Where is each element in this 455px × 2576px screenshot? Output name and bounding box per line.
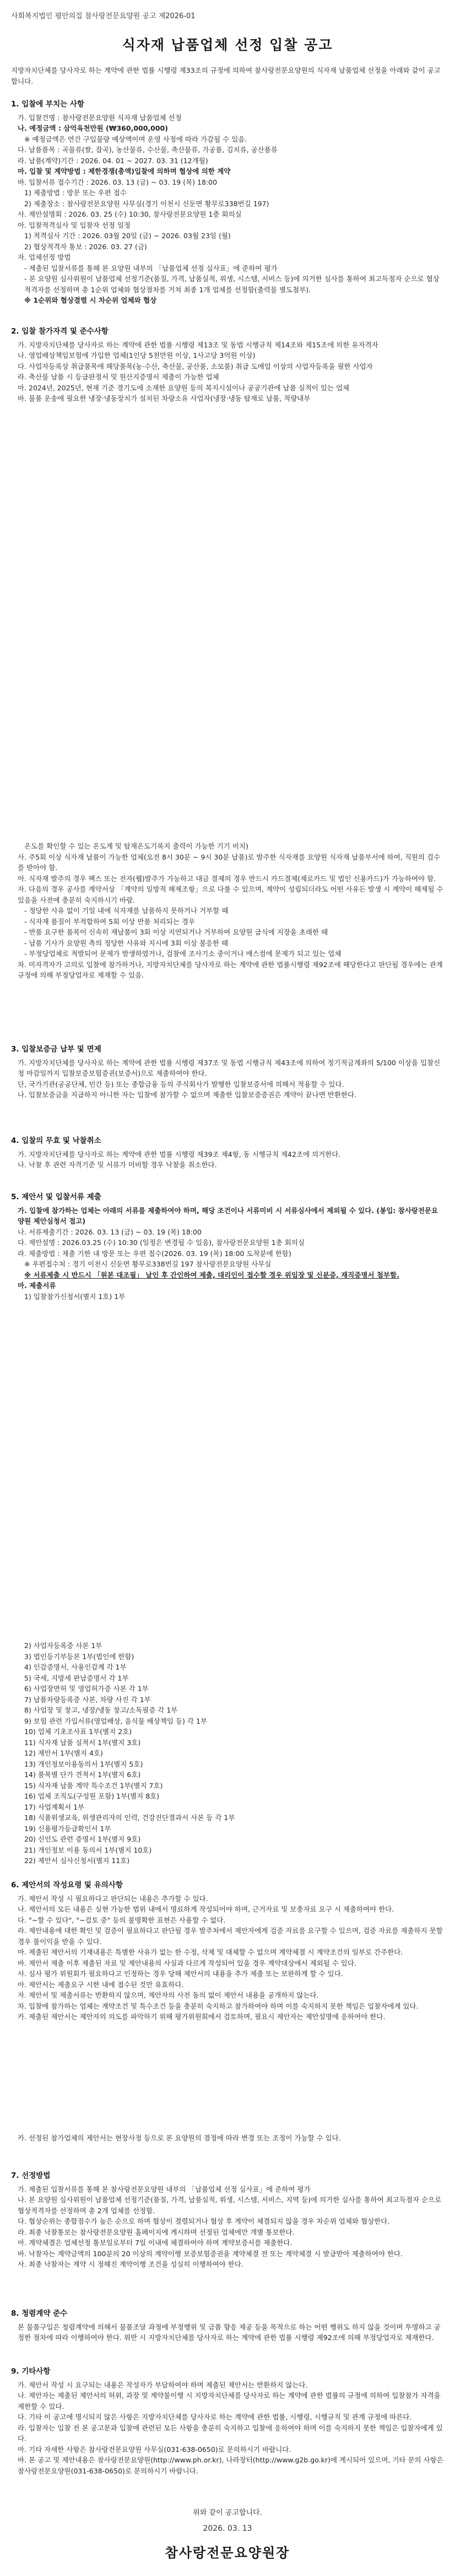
s2b-line: - 반품 요구한 품목이 신속히 재납품이 3회 이상 지연되거나 거부하여 요양원 급식에 지장을 초래한 때 — [24, 928, 328, 936]
s1-line: 사. 제안설명회 : 2026. 03. 25 (수) 10:30, 참사랑전문요양원 1층 회의실 — [18, 210, 242, 218]
s5b-line: 18) 식품위생교육, 위생관리자의 인력, 건강진단결과서 사본 등 각 1부 — [24, 1813, 235, 1822]
s5b-line: 12) 제안서 1부(별지 4호) — [24, 1749, 103, 1757]
s5b-line: 15) 식자재 납품 계약 특수조건 1부(별지 7호) — [24, 1781, 163, 1790]
section-5 — [11, 1191, 444, 1302]
s5b-line: 20) 신인도 관련 증명서 1부(별지 9호) — [24, 1835, 141, 1843]
s4-line: 나. 낙찰 후 관련 자격기준 및 서류가 미비할 경우 낙찰을 취소한다. — [18, 1161, 217, 1169]
s2-line: 나. 영업배상책임보험에 가입한 업체(1인당 5천만원 이상, 1사고당 3억원 이상) — [18, 351, 256, 359]
s5b-line: 11) 식자재 납품 실적서 1부(별지 3호) — [24, 1738, 141, 1747]
s2-line: 바. 물품 운송에 필요한 냉장·냉동장치가 설치된 차량소유 사업자(냉장·냉동 탑재로 납품, 적량내부 — [18, 394, 311, 402]
section-1-heading: 1. 입찰에 부치는 사항 — [11, 100, 84, 109]
section-8 — [11, 2307, 444, 2343]
s8-line: 본 물품구입은 청렴계약에 의해서 물품조달 과정에 부정행위 및 금품 향응 제공 등을 목적으로 하는 어떤 행위도 하지 않을 것이며 투명하고 공정한 절차에 따라 이행하여야 한다. 위반 시 지방자치단체를 당사자로 하는 계약에 관한 법률 시행령 제92조에 의해 부정당업자로 제재한다. — [18, 2322, 441, 2342]
s7-line: 마. 계약체결은 업체선정 통보일로부터 7일 이내에 체결하여야 하며 계약보증서를 제출한다. — [18, 2239, 292, 2247]
s1-line: ※ 1순위와 협상결렬 시 차순위 업체와 협상 — [24, 296, 157, 304]
s6-line: 마. 제출된 제안서의 기재내용은 특별한 사유가 없는 한 수정, 삭제 및 대체할 수 없으며 계약체결 시 계약조건의 일부로 간주한다. — [18, 1948, 403, 1956]
s5b-line: 9) 보험 관련 가입서류(영업배상, 음식물 배상책임 등) 각 1부 — [24, 1716, 207, 1725]
s5b-line: 14) 품목별 단가 견적서 1부(별지 6호) — [24, 1770, 141, 1779]
s6-line: 가. 제안서 작성 시 필요하다고 판단되는 내용은 추가할 수 있다. — [18, 1894, 208, 1903]
s7-line: 나. 본 요양원 심사위원이 납품업체 선정기준(품질, 가격, 납품실적, 위생, 시스템, 서비스, 지역 등)에 의거한 심사를 통하여 최고득점자 순으로 협상적격자를 선정하며 총 2개 업체를 선정함. — [18, 2196, 442, 2215]
s2-line: 라. 축산물 납품 시 등급판정서 및 원산지증명서 제출이 가능한 업체 — [18, 373, 219, 381]
s1-line: - 제출된 입찰서류를 통해 본 요양원 내부의 「납품업체 선정 심사표」에 준하여 평가 — [24, 264, 278, 272]
s1-line: 다. 납품품목 : 곡물류(쌀, 잡곡), 농산물류, 수산물, 축산물류, 가공품, 김치류, 공산품류 — [18, 146, 278, 154]
s2b-line: 아. 식자재 발주의 경우 팩스 또는 전자(웹)발주가 가능하고 대금 결제의 경우 반드시 카드결제(제로카드 및 법인 신용카드)가 가능하여야 함. — [18, 874, 436, 883]
section-7-heading: 7. 선정방법 — [11, 2171, 51, 2180]
s2-line: 가. 지방자치단체를 당사자로 하는 계약에 관한 법률 시행령 제13조 및 동법 시행규칙 제14조와 제15조에 의한 유자격자 — [18, 340, 378, 349]
s6-line: 사. 심사 평가 위원회가 필요하다고 인정하는 경우 당해 제안서의 내용을 추가 제출 또는 보완하게 할 수 있다. — [18, 1969, 343, 1978]
s6-line: 나. 제안서의 모든 내용은 실현 가능한 범위 내에서 명료하게 작성되어야 하며, 근거자료 및 보충자료 요구 시 제출하여야 한다. — [18, 1905, 394, 1913]
section-6-heading: 6. 제안서의 작성요령 및 유의사항 — [11, 1881, 123, 1890]
section-9 — [11, 2365, 444, 2476]
s9-line: 가. 제안서 작성 시 요구되는 내용은 작성자가 부담하여야 하며 제출된 제안서는 반환하지 않는다. — [18, 2380, 308, 2389]
closing-statement: 위와 같이 공고합니다. — [193, 2509, 262, 2517]
section-5-continued — [11, 1640, 444, 1866]
s7-line: 라. 최종 낙찰통보는 참사랑전문요양원 홈페이지에 게시하며 선정된 업체에만 개별 통보한다. — [18, 2228, 295, 2236]
s9-line: 라. 입찰자는 입찰 전 본 공고문과 입찰에 관련된 모든 사항을 충분히 숙지하고 입찰에 응하여야 하며 이를 숙지하지 못한 책임은 입찰자에게 있다. — [18, 2423, 443, 2443]
s5-line: 나. 서류제출기간 : 2026. 03. 13 (금) ~ 03. 19 (목) 18:00 — [18, 1227, 202, 1236]
s2b-line: 온도를 확인할 수 있는 온도계 및 탑재온도기록지 출력이 가능한 기기 비치) — [24, 842, 248, 850]
s5-line: ※ 우편접수처 : 경기 이천시 신둔면 황무로338번길 197 참사랑전문요양원 사무실 — [24, 1260, 272, 1268]
s1-line: 2) 제출장소 : 참사랑전문요양원 사무실(경기 이천시 신둔면 황무로338번길 197) — [24, 199, 269, 208]
s1-line: 마. 입찰 및 계약방법 : 제한경쟁(총액)입찰에 의하며 협상에 의한 계약 — [18, 167, 231, 175]
s2b-line: - 정당한 사유 없이 기일 내에 식자재를 납품하지 못하거나 거부할 때 — [24, 906, 229, 915]
section-9-heading: 9. 기타사항 — [11, 2367, 51, 2376]
section-3-heading: 3. 입찰보증금 납부 및 면제 — [11, 1045, 101, 1054]
s6-line: 라. 제안내용에 대한 확인 및 검증이 필요하다고 판단될 경우 발주처에서 제안자에게 검증 자료를 요구할 수 있으며, 검증 자료를 제출하지 못할 경우 불이익을 받을 수 있다. — [18, 1926, 443, 1946]
s1-line: 가. 입찰건명 : 참사랑전문요양원 식자재 납품업체 선정 — [18, 113, 182, 122]
s6-line: 차. 입찰에 참가하는 업체는 계약조건 및 특수조건 등을 충분히 숙지하고 참가하여야 하며 이를 숙지하지 못한 책임은 입찰자에게 있다. — [18, 2001, 419, 2010]
s1-line: 바. 입찰서류 접수기간 : 2026. 03. 13 (금) ~ 03. 19 (목) 18:00 — [18, 178, 218, 186]
s5b-line: 4) 인감증명서, 사용인감계 각 1부 — [24, 1663, 127, 1671]
s6-line: 자. 제안서 및 제출서류는 반환하지 않으며, 제안자의 사전 동의 없이 제안서 내용을 공개하지 않는다. — [18, 1991, 319, 1999]
s2b-line: 사. 주5회 이상 식자재 납품이 가능한 업체(오전 8시 30분 ~ 9시 30분 납품)로 발주한 식자재를 요양원 식자재 납품부서에 하여, 직원의 검수를 받아야 함. — [18, 852, 441, 872]
page-break-space — [0, 551, 455, 835]
s5b-line: 16) 업체 조직도(구성원 포함) 1부(별지 8호) — [24, 1792, 160, 1800]
section-4-heading: 4. 입찰의 무효 및 낙찰취소 — [11, 1136, 101, 1145]
page-title: 식자재 납품업체 선정 입찰 공고 — [122, 37, 333, 53]
s9-line: 마. 기타 자세한 사항은 참사랑전문요양원 사무실(031-638-0650)로 문의하시기 바랍니다. — [18, 2445, 291, 2454]
section-6 — [11, 1879, 444, 2022]
s9-line: 다. 기타 이 공고에 명시되지 않은 사항은 지방자치단체를 당사자로 하는 계약에 관한 법률, 시행령, 시행규칙 및 관계 규정에 따른다. — [18, 2413, 412, 2421]
s9-line: 바. 본 공고 및 제안내용은 참사랑전문요양원(http://www.ph.or.kr), 나라장터(http://www.g2b.go.kr)에 게시되어 있으며, 기타 문의 사항은 참사랑전문요양원(031-638-0650)로 문의하시기 바랍니다. — [18, 2456, 443, 2475]
s7-line: 사. 최종 낙찰자는 계약 시 정해진 계약이행 조건을 성실히 이행하여야 한다. — [18, 2260, 243, 2268]
s1-line: 2) 협상적격자 통보 : 2026. 03. 27 (금) — [24, 242, 147, 251]
s2-line: 다. 사업자등록상 취급품목에 해당품목(농·수산, 축산물, 공산품, 소모품) 취급 도매업 이상의 사업자등록을 필한 사업자 — [18, 362, 373, 371]
s7-line: 다. 협상순위는 종합점수가 높은 순으로 하며 협상이 결렬되거나 협상 후 계약이 체결되지 않을 경우 차순위 업체와 협상한다. — [18, 2217, 390, 2225]
section-5-heading: 5. 제안서 및 입찰서류 제출 — [11, 1193, 101, 1201]
s5b-line: 5) 국세, 지방세 완납증명서 각 1부 — [24, 1673, 129, 1682]
s2b-line: - 납품 기사가 요양원 측의 정당한 사유와 지시에 3회 이상 불응한 때 — [24, 938, 229, 947]
intro-paragraph: 지방자치단체를 당사자로 하는 계약에 관한 법률 시행령 제33조의 규정에 의하여 참사랑전문요양원의 식자재 납품업체 선정을 아래와 같이 공고합니다. — [11, 66, 441, 85]
s5b-line: 3) 법인등기부등본 1부(법인에 한함) — [24, 1652, 134, 1661]
s1-line: 자. 업체선정 방법 — [18, 253, 71, 261]
page-break-space — [0, 1334, 455, 1635]
s9-line: 나. 제안자는 제출된 제안서의 허위, 과장 및 계약불이행 시 지방자치단체를 당사자로 하는 계약에 관한 법률의 규정에 의하여 입찰참가 자격을 제한할 수 있다. — [18, 2391, 441, 2411]
notice-number: 사회복지법인 평안의집 참사랑전문요양원 공고 제2026-01 — [11, 12, 196, 20]
section-2 — [11, 325, 444, 404]
section-2-heading: 2. 입찰 참가자격 및 준수사항 — [11, 327, 109, 336]
s2b-line: 자. 다음의 경우 공사를 계약서상 「계약의 일방적 해제조항」으로 다룰 수 있으며, 계약이 성립되더라도 어떤 사유든 발생 시 계약이 해제될 수 있음을 사전에 충분히 숙지하시기 바람. — [18, 885, 443, 904]
section-2-continued — [11, 841, 444, 981]
s1-line: 1) 제출방법 : 방문 또는 우편 접수 — [24, 189, 127, 197]
section-3 — [11, 1043, 444, 1101]
s5b-line: 10) 업체 기초조사표 1부(별지 2호) — [24, 1727, 132, 1736]
s2b-line: - 부정당업체로 적발되어 문제가 발생하였거나, 검찰에 조사기소 중이거나 매스컴에 문제가 되고 있는 업체 — [24, 949, 342, 958]
s1-line: 라. 납품(계약)기간 : 2026. 04. 01 ~ 2027. 03. 31 (12개월) — [18, 156, 208, 165]
section-8-heading: 8. 청렴계약 준수 — [11, 2309, 68, 2318]
s2b-line: - 식자재 품질이 부적합하여 5회 이상 반품 처리되는 경우 — [24, 917, 195, 926]
s2b-line: 차. 미자격자가 고의로 입찰에 참가하거나, 지방자치단체를 당사자로 하는 계약에 관한 법률시행령 제92조에 해당한다고 판단될 경우에는 관계규정에 의해 부정당업자로 제재할 수 있음. — [18, 960, 443, 979]
s1-line: 나. 예정금액 : 삼억육천만원 (₩360,000,000) — [18, 124, 168, 132]
s1-line: 아. 입찰적격심사 및 입찰자 선정 일정 — [18, 221, 131, 229]
s4-line: 가. 지방자치단체를 당사자로 하는 계약에 관한 법률 시행령 제39조 제4항, 동 시행규칙 제42조에 의거한다. — [18, 1150, 341, 1158]
section-6-continued — [11, 2133, 444, 2144]
s5b-line: 6) 사업장면허 및 영업허가증 사본 각 1부 — [24, 1684, 149, 1693]
s1-line: - 본 요양원 심사위원이 납품업체 선정기준(품질, 가격, 납품실적, 위생, 시스템, 서비스 등)에 의거한 심사를 통하여 최고득점자 순으로 협상적격자를 선정하며 총 1순위 업체와 협상절차를 거쳐 최종 1개 업체를 선정함(출력물 별도첨부). — [24, 275, 440, 294]
issuer-name: 참사랑전문요양원장 — [165, 2545, 290, 2561]
s5-line: 라. 제출방법 : 제출 기한 내 방문 또는 우편 접수(2026. 03. 19 (목) 18:00 도착분에 한함) — [18, 1249, 291, 1258]
s5-line: 가. 입찰에 참가하는 업체는 아래의 서류를 제출하여야 하며, 해당 조건이나 서류미비 시 서류심사에서 제외될 수 있다. (봉입: 참사랑전문요양원 제안심청서 접고) — [18, 1206, 438, 1225]
section-7 — [11, 2170, 444, 2270]
s6-line: 바. 제안서 제출 이후 제출된 자료 및 제안내용의 사실과 다르게 작성되어 있을 경우 계약대상에서 제외될 수 있다. — [18, 1958, 356, 1967]
s7-line: 바. 낙찰자는 계약금액의 100분의 20 이상의 계약이행 보증보험증권을 계약체결 전 또는 계약체결 시 발급받아 제출하여야 한다. — [18, 2249, 403, 2258]
s3-line: 가. 지방자치단체를 당사자로 하는 계약에 관한 법률 시행령 제37조 및 동법 시행규칙 제43조에 의하여 정기적금계좌의 5/100 이상을 입찰신청 마감일까지 입찰보증보험증권(보증서)으로 제출하여야 한다. — [18, 1058, 441, 1077]
s5b-line: 2) 사업자등록증 사본 1부 — [24, 1641, 102, 1650]
s5b-line: 22) 제안서 심사신청서(별지 11호) — [24, 1856, 130, 1865]
s5-line: ※ 서류제출 시 반드시 「원본 대조필」 날인 후 간인하여 제출, 대리인이 접수할 경우 위임장 및 신분증, 재직증명서 첨부할. — [24, 1270, 399, 1279]
s5-line: 마. 제출서류 — [18, 1281, 56, 1290]
section-1 — [11, 98, 444, 306]
section-4 — [11, 1135, 444, 1171]
s3-line: 단, 국가기관(공공단체, 민간 등) 또는 종합금융 등의 주식회사가 발행한 입찰보증서에 의해서 적용할 수 있다. — [18, 1080, 344, 1088]
s5b-line: 13) 개인정보이용동의서 1부(별지 5호) — [24, 1759, 143, 1768]
notice-date: 2026. 03. 13 — [203, 2524, 252, 2533]
s1-line: 1) 적격심사 기간 : 2026. 03월 20일 (금) ~ 2026. 03월 23일 (월) — [24, 232, 231, 240]
s5-line: 1) 입찰참가신청서(별지 1호) 1부 — [24, 1292, 126, 1301]
s2-line: 마. 2024년, 2025년, 현재 기준 경기도에 소재한 요양원 등의 복지시설이나 공공기관에 납품 실적이 있는 업체 — [18, 383, 350, 392]
s5-line: 다. 제안설명 : 2026.03.25 (수) 10:30 (일정은 변경될 수 있음), 참사랑전문요양원 1층 회의실 — [18, 1238, 305, 1247]
s5b-line: 7) 납품차량등록증 사본, 차량 사진 각 1부 — [24, 1695, 151, 1704]
s6b-line: 카. 선정된 참가업체의 제안서는 현장사정 등으로 본 요양원의 결정에 따라 변경 또는 조정이 가능할 수 있다. — [18, 2134, 341, 2142]
s6-line: 아. 제안서는 제출요구 시한 내에 접수된 것만 유효하다. — [18, 1980, 184, 1989]
s5b-line: 8) 사업장 및 창고, 냉장/냉동 창고/소독필증 각 1부 — [24, 1706, 178, 1714]
s7-line: 가. 제출된 입찰서류를 통해 본 참사랑전문요양원 내부의 「납품업체 선정 심사표」에 준하여 평가 — [18, 2185, 311, 2193]
s6-line: 카. 제출된 제안서는 제안자의 의도를 파악하기 위해 평가위원회에서 검토하며, 필요시 제안자는 제안설명에 응하여야 한다. — [18, 2012, 386, 2021]
s1-line: ※ 예정금액은 연간 구입물량 예상액이며 운영 사정에 따라 가감될 수 있음. — [24, 135, 247, 143]
s6-line: 다. "~할 수 있다", "~검토 중" 등의 불명확한 표현은 사용할 수 없다. — [18, 1915, 226, 1924]
s5b-line: 21) 개인정보 이용 동의서 1부(별지 10호) — [24, 1845, 152, 1854]
s3-line: 나. 입찰보증금을 지급하지 아니한 자는 입찰에 참가할 수 없으며 제출한 입찰보증증권은 계약이 끝나면 반환한다. — [18, 1091, 357, 1099]
s5b-line: 17) 사업계획서 1부 — [24, 1802, 85, 1811]
s5b-line: 19) 신용평가등급확인서 1부 — [24, 1824, 111, 1833]
